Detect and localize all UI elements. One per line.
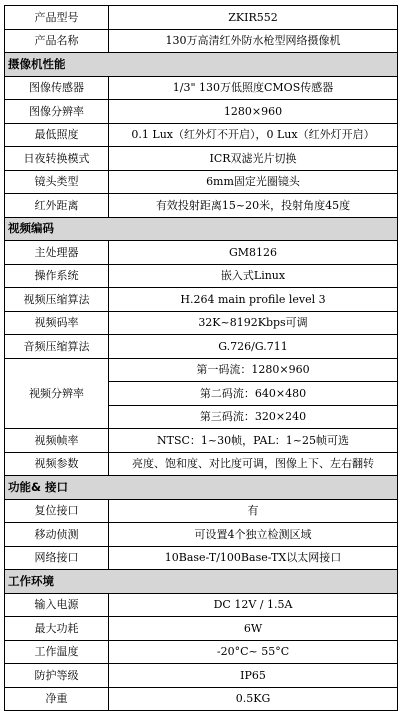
section-header-row (5, 217, 398, 241)
spec-value: IP65 (109, 664, 398, 688)
spec-row (5, 523, 398, 547)
spec-value: 32K~8192Kbps可调 (109, 311, 398, 335)
spec-row (5, 593, 398, 617)
spec-row (5, 640, 398, 664)
spec-value: 嵌入式Linux (109, 264, 398, 288)
spec-label: 复位接口 (5, 499, 109, 523)
section-title: 视频编码 (5, 217, 398, 241)
spec-label: 视频参数 (5, 452, 109, 476)
spec-row (5, 546, 398, 570)
spec-label: 防护等级 (5, 664, 109, 688)
spec-label: 镜头类型 (5, 170, 109, 194)
spec-row (5, 6, 398, 30)
spec-value: ICR双滤光片切换 (109, 147, 398, 171)
spec-row (5, 194, 398, 218)
spec-value: 1/3" 130万低照度CMOS传感器 (109, 76, 398, 100)
spec-value: NTSC：1~30帧，PAL：1~25帧可选 (109, 429, 398, 453)
spec-row (5, 358, 398, 382)
spec-label: 图像传感器 (5, 76, 109, 100)
spec-row (5, 429, 398, 453)
spec-value: 可设置4个独立检测区域 (109, 523, 398, 547)
spec-row (5, 617, 398, 641)
spec-row (5, 147, 398, 171)
spec-value: GM8126 (109, 241, 398, 265)
spec-label: 视频分辨率 (5, 358, 109, 429)
spec-value: 第三码流：320×240 (109, 405, 398, 429)
spec-label: 操作系统 (5, 264, 109, 288)
section-title: 功能& 接口 (5, 476, 398, 500)
section-title: 工作环境 (5, 570, 398, 594)
section-header-row (5, 53, 398, 77)
spec-label: 工作温度 (5, 640, 109, 664)
spec-value: G.726/G.711 (109, 335, 398, 359)
spec-label: 最大功耗 (5, 617, 109, 641)
spec-table (4, 5, 398, 711)
spec-row (5, 664, 398, 688)
spec-row (5, 311, 398, 335)
section-header-row (5, 476, 398, 500)
spec-value: 0.1 Lux（红外灯不开启），0 Lux（红外灯开启） (109, 123, 398, 147)
spec-row (5, 241, 398, 265)
spec-value: 第一码流：1280×960 (109, 358, 398, 382)
spec-row (5, 687, 398, 711)
section-header-row (5, 570, 398, 594)
spec-label: 音频压缩算法 (5, 335, 109, 359)
spec-value: 10Base-T/100Base-TX以太网接口 (109, 546, 398, 570)
spec-row (5, 29, 398, 53)
spec-value: 亮度、饱和度、对比度可调，图像上下、左右翻转 (109, 452, 398, 476)
spec-value: 6mm固定光圈镜头 (109, 170, 398, 194)
spec-label: 视频压缩算法 (5, 288, 109, 312)
spec-value: 有效投射距离15~20米，投射角度45度 (109, 194, 398, 218)
spec-label: 日夜转换模式 (5, 147, 109, 171)
spec-value: -20°C~ 55°C (109, 640, 398, 664)
spec-label: 最低照度 (5, 123, 109, 147)
spec-row (5, 499, 398, 523)
spec-label: 视频码率 (5, 311, 109, 335)
spec-row (5, 335, 398, 359)
spec-value: 1280×960 (109, 100, 398, 124)
spec-table-body (5, 6, 398, 711)
spec-row (5, 288, 398, 312)
spec-label: 红外距离 (5, 194, 109, 218)
spec-label: 净重 (5, 687, 109, 711)
spec-label: 视频帧率 (5, 429, 109, 453)
spec-row (5, 452, 398, 476)
spec-label: 移动侦测 (5, 523, 109, 547)
spec-label: 图像分辨率 (5, 100, 109, 124)
spec-row (5, 100, 398, 124)
spec-value: DC 12V / 1.5A (109, 593, 398, 617)
spec-row (5, 76, 398, 100)
spec-label: 产品名称 (5, 29, 109, 53)
spec-value: 第二码流：640×480 (109, 382, 398, 406)
spec-value: H.264 main profile level 3 (109, 288, 398, 312)
spec-row (5, 264, 398, 288)
spec-label: 输入电源 (5, 593, 109, 617)
spec-value: 有 (109, 499, 398, 523)
spec-label: 产品型号 (5, 6, 109, 30)
spec-value: 0.5KG (109, 687, 398, 711)
spec-value: 130万高清红外防水枪型网络摄像机 (109, 29, 398, 53)
spec-row (5, 123, 398, 147)
section-title: 摄像机性能 (5, 53, 398, 77)
spec-row (5, 170, 398, 194)
spec-label: 主处理器 (5, 241, 109, 265)
spec-value: 6W (109, 617, 398, 641)
spec-value: ZKIR552 (109, 6, 398, 30)
spec-label: 网络接口 (5, 546, 109, 570)
